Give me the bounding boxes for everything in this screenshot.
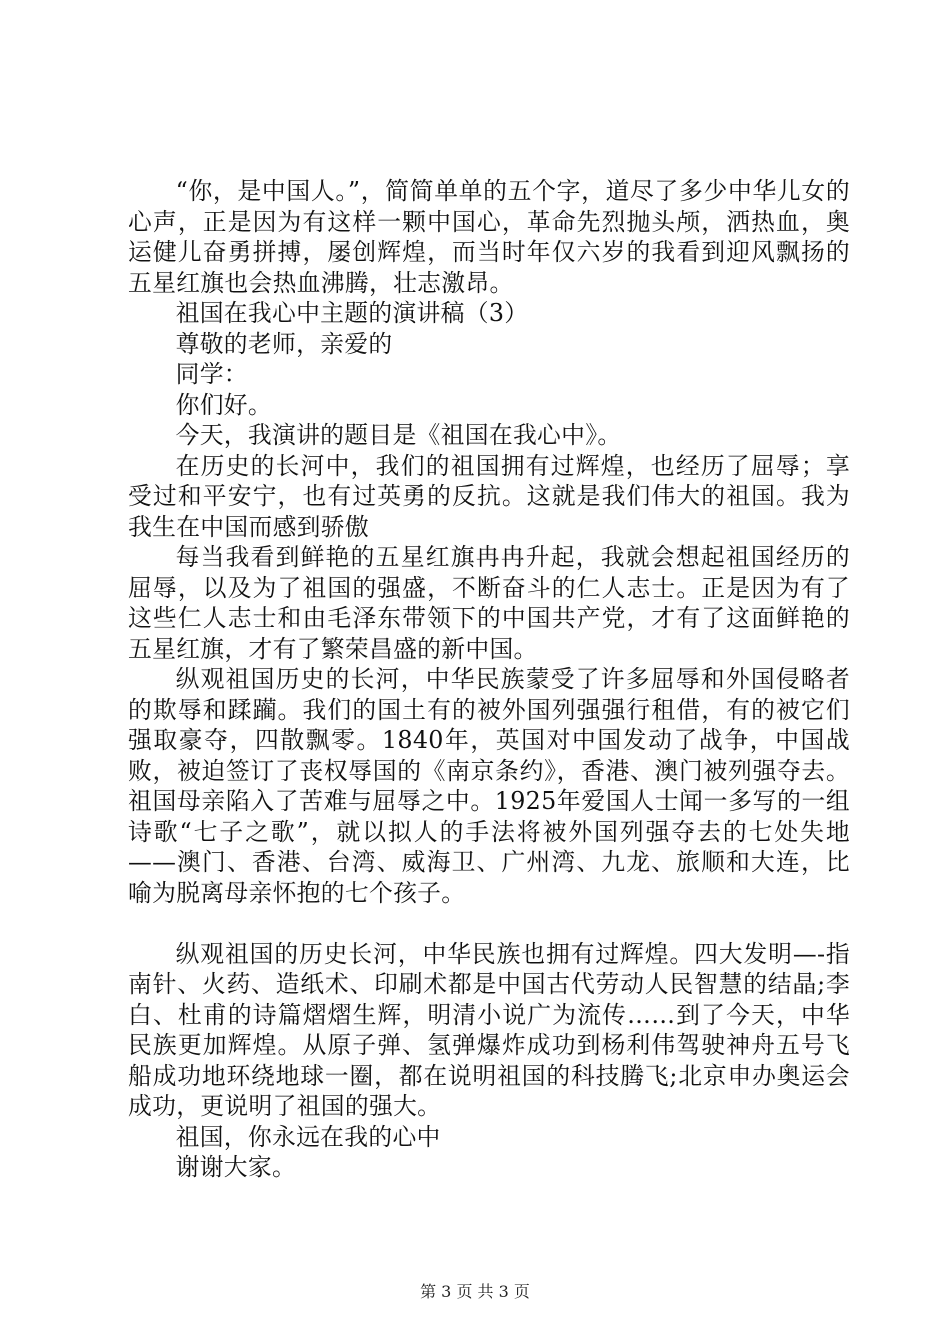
blank-line bbox=[128, 908, 850, 939]
speech-title: 祖国在我心中主题的演讲稿（3） bbox=[175, 299, 529, 327]
salutation-continued: 同学： bbox=[175, 360, 248, 388]
paragraph-humiliation: 纵观祖国历史的长河，中华民族蒙受了许多屈辱和外国侵略者的欺辱和蹂躏。我们的国土有的被外国列强强行租借，有的被它们强取豪夺，四散飘零。1840年，英国对中国发动了战争，中国战败，被迫签订了丧权辱国的《南京条约》，香港、澳门被列强夺去。祖国母亲陷入了苦难与屈辱之中。1925年爱国人士闻一多写的一组诗歌“七子之歌”，就以拟人的手法将被外国列强夺去的七处失地——澳门、香港、台湾、威海卫、广州湾、九龙、旅顺和大连，比喻为脱离母亲怀抱的七个孩子。 bbox=[128, 665, 850, 907]
paragraph-intro: “你，是中国人。”，简简单单的五个字，道尽了多少中华儿女的心声，正是因为有这样一颗中国心，革命先烈抛头颅，洒热血，奥运健儿奋勇拼搏，屡创辉煌，而当时年仅六岁的我看到迎风飘扬的五星红旗也会热血沸腾，壮志激昂。 bbox=[128, 177, 850, 297]
greeting: 你们好。 bbox=[175, 390, 272, 419]
salutation: 尊敬的老师，亲爱的 bbox=[175, 329, 393, 358]
page-footer: 第 3 页 共 3 页 bbox=[420, 1282, 530, 1301]
closing-line: 祖国，你永远在我的心中 bbox=[175, 1122, 441, 1151]
paragraph-glory: 纵观祖国的历史长河，中华民族也拥有过辉煌。四大发明—-指南针、火药、造纸术、印刷术都是中国古代劳动人民智慧的结晶;李白、杜甫的诗篇熠熠生辉，明清小说广为流传……到了今天，中华民族更加辉煌。从原子弹、氢弹爆炸成功到杨利伟驾驶神舟五号飞船成功地环绕地球一圈，都在说明祖国的科技腾飞;北京申办奥运会成功，更说明了祖国的强大。 bbox=[128, 939, 850, 1120]
speech-topic: 今天，我演讲的题目是《祖国在我心中》。 bbox=[175, 421, 622, 449]
paragraph-history: 在历史的长河中，我们的祖国拥有过辉煌，也经历了屈辱；享受过和平安宁，也有过英勇的反抗。这就是我们伟大的祖国。我为我生在中国而感到骄傲 bbox=[128, 451, 850, 541]
thanks-line: 谢谢大家。 bbox=[175, 1153, 297, 1181]
document-body bbox=[128, 176, 850, 1183]
paragraph-flag: 每当我看到鲜艳的五星红旗冉冉升起，我就会想起祖国经历的屈辱，以及为了祖国的强盛，不断奋斗的仁人志士。正是因为有了这些仁人志士和由毛泽东带领下的中国共产党，才有了这面鲜艳的五星红旗，才有了繁荣昌盛的新中国。 bbox=[128, 543, 850, 663]
